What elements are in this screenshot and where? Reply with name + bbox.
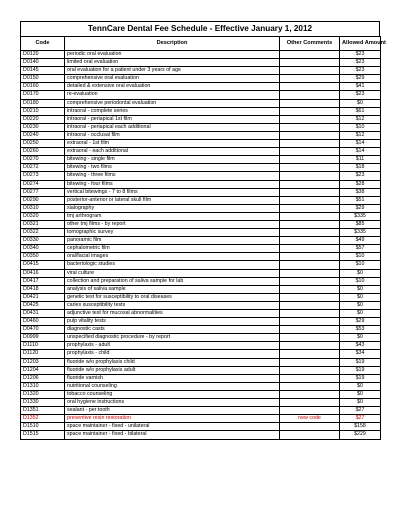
code-cell: D0321: [21, 220, 65, 228]
code-cell: D1310: [21, 382, 65, 390]
table-row: [21, 431, 381, 439]
table-row: [21, 269, 381, 277]
amount-cell: $23: [340, 59, 381, 67]
amount-cell: $18: [340, 164, 381, 172]
comment-cell: [280, 358, 340, 366]
table-row: [21, 382, 381, 390]
code-cell: D1204: [21, 366, 65, 374]
description-cell: adjunctive test for mucosal abnormalities: [65, 310, 280, 318]
description-cell: unspecified diagnostic procedure - by report: [65, 334, 280, 342]
table-row: [21, 390, 381, 398]
comment-cell: [280, 382, 340, 390]
amount-cell: $43: [340, 342, 381, 350]
amount-cell: $23: [340, 91, 381, 99]
comment-cell: [280, 75, 340, 83]
description-cell: fluoride w/o prophylaxis child: [65, 358, 280, 366]
comment-cell: [280, 196, 340, 204]
comment-cell: [280, 164, 340, 172]
amount-cell: $0: [340, 334, 381, 342]
table-body: [21, 51, 381, 440]
code-cell: D1203: [21, 358, 65, 366]
table-row: [21, 99, 381, 107]
fee-schedule-sheet: [20, 21, 386, 440]
amount-cell: $41: [340, 83, 381, 91]
table-row: [21, 237, 381, 245]
comment-cell: [280, 390, 340, 398]
comment-cell: [280, 99, 340, 107]
description-cell: posterior-anterior or lateral skull film: [65, 196, 280, 204]
table-row: [21, 140, 381, 148]
header-description: Description: [65, 37, 280, 51]
amount-cell: $38: [340, 188, 381, 196]
description-cell: limited oral evaluation: [65, 59, 280, 67]
amount-cell: $0: [340, 269, 381, 277]
amount-cell: $0: [340, 390, 381, 398]
code-cell: D0260: [21, 148, 65, 156]
comment-cell: [280, 237, 340, 245]
comment-cell: [280, 301, 340, 309]
description-cell: space maintainer - fixed - unilateral: [65, 423, 280, 431]
table-row: [21, 277, 381, 285]
code-cell: D0230: [21, 123, 65, 131]
table-row: [21, 407, 381, 415]
code-cell: D0415: [21, 261, 65, 269]
description-cell: diagnostic casts: [65, 326, 280, 334]
code-cell: D0180: [21, 99, 65, 107]
amount-cell: $12: [340, 131, 381, 139]
description-cell: oral evaluation for a patient under 3 years of age: [65, 67, 280, 75]
amount-cell: $335: [340, 212, 381, 220]
amount-cell: $27: [340, 415, 381, 423]
table-row: [21, 83, 381, 91]
description-cell: tobacco counseling: [65, 390, 280, 398]
table-row: [21, 67, 381, 75]
table-row: [21, 156, 381, 164]
description-cell: space maintainer - fixed - bilateral: [65, 431, 280, 439]
comment-cell: [280, 374, 340, 382]
table-row: [21, 366, 381, 374]
code-cell: D0170: [21, 91, 65, 99]
table-row: [21, 196, 381, 204]
amount-cell: $27: [340, 407, 381, 415]
table-row: [21, 399, 381, 407]
amount-cell: $29: [340, 75, 381, 83]
table-row: [21, 423, 381, 431]
document-title: TennCare Dental Fee Schedule - Effective January 1, 2012: [20, 21, 380, 36]
table-header-row: [21, 37, 381, 51]
description-cell: other tmj films - by report: [65, 220, 280, 228]
comment-cell: [280, 59, 340, 67]
comment-cell: [280, 67, 340, 75]
amount-cell: $61: [340, 107, 381, 115]
code-cell: D0270: [21, 156, 65, 164]
table-row: [21, 107, 381, 115]
code-cell: D0290: [21, 196, 65, 204]
code-cell: D0273: [21, 172, 65, 180]
amount-cell: $335: [340, 229, 381, 237]
description-cell: comprehensive oral evaluation: [65, 75, 280, 83]
code-cell: D0272: [21, 164, 65, 172]
table-row: [21, 75, 381, 83]
description-cell: prophylaxis - adult: [65, 342, 280, 350]
table-row: [21, 91, 381, 99]
fee-table: [20, 36, 386, 440]
code-cell: D0277: [21, 188, 65, 196]
comment-cell: [280, 172, 340, 180]
table-row: [21, 350, 381, 358]
table-row: [21, 253, 381, 261]
description-cell: pulp vitality tests: [65, 318, 280, 326]
amount-cell: $57: [340, 245, 381, 253]
comment-cell: [280, 220, 340, 228]
code-cell: D0340: [21, 245, 65, 253]
code-cell: D0431: [21, 310, 65, 318]
amount-cell: $23: [340, 51, 381, 59]
code-cell: D0350: [21, 253, 65, 261]
table-row: [21, 188, 381, 196]
comment-cell: [280, 83, 340, 91]
amount-cell: $229: [340, 431, 381, 439]
description-cell: re-evaluation: [65, 91, 280, 99]
table-row: [21, 301, 381, 309]
table-row: [21, 123, 381, 131]
description-cell: bitewing - four films: [65, 180, 280, 188]
header-allowed-amount: Allowed Amount: [340, 37, 381, 51]
amount-cell: $49: [340, 237, 381, 245]
amount-cell: $14: [340, 148, 381, 156]
comment-cell: [280, 310, 340, 318]
amount-cell: $12: [340, 115, 381, 123]
description-cell: viral culture: [65, 269, 280, 277]
comment-cell: [280, 269, 340, 277]
amount-cell: $0: [340, 301, 381, 309]
amount-cell: $10: [340, 123, 381, 131]
amount-cell: $23: [340, 67, 381, 75]
description-cell: vertical bitewings - 7 to 8 films: [65, 188, 280, 196]
comment-cell: [280, 334, 340, 342]
comment-cell: [280, 115, 340, 123]
table-row: [21, 326, 381, 334]
amount-cell: $0: [340, 285, 381, 293]
description-cell: comprehensive periodontal evaluation: [65, 99, 280, 107]
code-cell: D1351: [21, 407, 65, 415]
code-cell: D0240: [21, 131, 65, 139]
amount-cell: $19: [340, 366, 381, 374]
code-cell: D0120: [21, 51, 65, 59]
amount-cell: $14: [340, 140, 381, 148]
table-row: [21, 285, 381, 293]
description-cell: intraoral - complete series: [65, 107, 280, 115]
comment-cell: [280, 277, 340, 285]
comment-cell: [280, 366, 340, 374]
code-cell: D1510: [21, 423, 65, 431]
comment-cell: [280, 180, 340, 188]
comment-cell: [280, 399, 340, 407]
description-cell: fluoride varnish: [65, 374, 280, 382]
comment-cell: [280, 318, 340, 326]
code-cell: D0320: [21, 212, 65, 220]
code-cell: D0140: [21, 59, 65, 67]
code-cell: D0150: [21, 75, 65, 83]
code-cell: D0274: [21, 180, 65, 188]
comment-cell: [280, 431, 340, 439]
description-cell: extraoral - 1st film: [65, 140, 280, 148]
table-row: [21, 172, 381, 180]
description-cell: tomographic survey: [65, 229, 280, 237]
table-row: [21, 334, 381, 342]
table-row: [21, 115, 381, 123]
comment-cell: [280, 326, 340, 334]
code-cell: D0999: [21, 334, 65, 342]
description-cell: nutritional counseling: [65, 382, 280, 390]
description-cell: intraoral - occlusal film: [65, 131, 280, 139]
code-cell: D0145: [21, 67, 65, 75]
description-cell: oral/facial images: [65, 253, 280, 261]
code-cell: D0418: [21, 285, 65, 293]
code-cell: D0330: [21, 237, 65, 245]
comment-cell: [280, 204, 340, 212]
code-cell: D1352: [21, 415, 65, 423]
comment-cell: new code: [280, 415, 340, 423]
amount-cell: $51: [340, 196, 381, 204]
amount-cell: $0: [340, 293, 381, 301]
comment-cell: [280, 107, 340, 115]
description-cell: collection and preparation of saliva sample for lab: [65, 277, 280, 285]
amount-cell: $10: [340, 253, 381, 261]
comment-cell: [280, 350, 340, 358]
amount-cell: $19: [340, 374, 381, 382]
code-cell: D1120: [21, 350, 65, 358]
code-cell: D0470: [21, 326, 65, 334]
code-cell: D1206: [21, 374, 65, 382]
amount-cell: $29: [340, 204, 381, 212]
header-code: Code: [21, 37, 65, 51]
description-cell: periodic oral evaluation: [65, 51, 280, 59]
amount-cell: $29: [340, 318, 381, 326]
table-row: [21, 318, 381, 326]
description-cell: extraoral - each additional: [65, 148, 280, 156]
table-row: [21, 180, 381, 188]
code-cell: D0425: [21, 301, 65, 309]
description-cell: fluoride w/o prophylaxis adult: [65, 366, 280, 374]
table-row: [21, 293, 381, 301]
code-cell: D0250: [21, 140, 65, 148]
description-cell: caries susceptibility tests: [65, 301, 280, 309]
table-row: [21, 204, 381, 212]
comment-cell: [280, 261, 340, 269]
description-cell: tmj arthrogram: [65, 212, 280, 220]
amount-cell: $34: [340, 350, 381, 358]
code-cell: D0322: [21, 229, 65, 237]
description-cell: sialography: [65, 204, 280, 212]
comment-cell: [280, 156, 340, 164]
description-cell: intraoral - periapical 1st film: [65, 115, 280, 123]
comment-cell: [280, 285, 340, 293]
description-cell: analysis of saliva sample: [65, 285, 280, 293]
amount-cell: $0: [340, 399, 381, 407]
description-cell: bitewing - two films: [65, 164, 280, 172]
description-cell: bitewing - three films: [65, 172, 280, 180]
amount-cell: $10: [340, 261, 381, 269]
amount-cell: $0: [340, 99, 381, 107]
comment-cell: [280, 423, 340, 431]
table-row: [21, 374, 381, 382]
table-row: [21, 51, 381, 59]
code-cell: D1515: [21, 431, 65, 439]
comment-cell: [280, 342, 340, 350]
description-cell: detailed & extensive oral evaluation: [65, 83, 280, 91]
code-cell: D0220: [21, 115, 65, 123]
amount-cell: $23: [340, 172, 381, 180]
comment-cell: [280, 212, 340, 220]
comment-cell: [280, 229, 340, 237]
amount-cell: $19: [340, 358, 381, 366]
comment-cell: [280, 407, 340, 415]
comment-cell: [280, 131, 340, 139]
amount-cell: $85: [340, 220, 381, 228]
table-row: [21, 148, 381, 156]
comment-cell: [280, 188, 340, 196]
comment-cell: [280, 253, 340, 261]
header-other-comments: Other Comments: [280, 37, 340, 51]
code-cell: D0421: [21, 293, 65, 301]
code-cell: D0210: [21, 107, 65, 115]
comment-cell: [280, 51, 340, 59]
amount-cell: $0: [340, 382, 381, 390]
code-cell: D0460: [21, 318, 65, 326]
table-row: [21, 358, 381, 366]
table-row: [21, 229, 381, 237]
code-cell: D1320: [21, 390, 65, 398]
description-cell: bitewing - single film: [65, 156, 280, 164]
description-cell: cephalometric film: [65, 245, 280, 253]
description-cell: preventive resin restoration: [65, 415, 280, 423]
code-cell: D1330: [21, 399, 65, 407]
table-row: [21, 342, 381, 350]
amount-cell: $158: [340, 423, 381, 431]
code-cell: D0416: [21, 269, 65, 277]
comment-cell: [280, 140, 340, 148]
amount-cell: $0: [340, 310, 381, 318]
description-cell: bacteriologic studies: [65, 261, 280, 269]
comment-cell: [280, 91, 340, 99]
description-cell: prophylaxis - child: [65, 350, 280, 358]
table-row: [21, 415, 381, 423]
comment-cell: [280, 293, 340, 301]
amount-cell: $11: [340, 156, 381, 164]
description-cell: intraoral - periapical each additional: [65, 123, 280, 131]
code-cell: D0160: [21, 83, 65, 91]
description-cell: genetic test for susceptibility to oral diseases: [65, 293, 280, 301]
code-cell: D1110: [21, 342, 65, 350]
table-row: [21, 59, 381, 67]
table-row: [21, 261, 381, 269]
table-row: [21, 212, 381, 220]
table-row: [21, 164, 381, 172]
code-cell: D0417: [21, 277, 65, 285]
code-cell: D0310: [21, 204, 65, 212]
amount-cell: $28: [340, 180, 381, 188]
amount-cell: $10: [340, 277, 381, 285]
comment-cell: [280, 123, 340, 131]
amount-cell: $53: [340, 326, 381, 334]
table-row: [21, 245, 381, 253]
table-row: [21, 310, 381, 318]
description-cell: panoramic film: [65, 237, 280, 245]
description-cell: oral hygiene instructions: [65, 399, 280, 407]
comment-cell: [280, 148, 340, 156]
table-row: [21, 131, 381, 139]
description-cell: sealant - per tooth: [65, 407, 280, 415]
comment-cell: [280, 245, 340, 253]
table-row: [21, 220, 381, 228]
